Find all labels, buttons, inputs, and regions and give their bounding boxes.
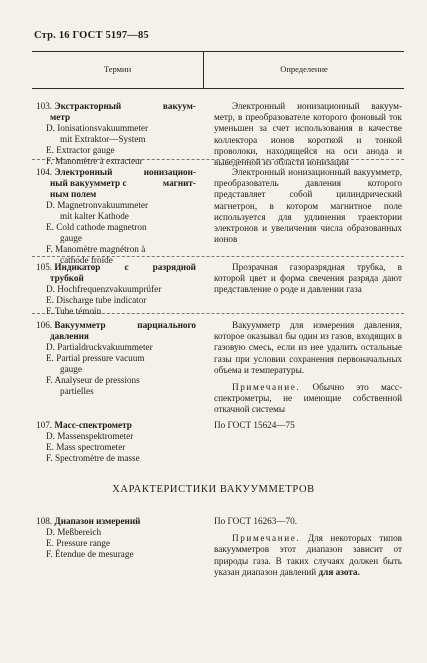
definition-text: Электронный ионизационный вакуумметр, преобразователь давления которого представляет собой цилиндрический магнетрон, в котором магнитное поле используется для удлинения траектории электронов и увеличения числа образованных ионов <box>214 167 402 245</box>
note-label: Примечание. <box>232 382 301 393</box>
definition-text: Электронный ионизационный вакуум-метр, в преобразователе которого фоновый ток уменьшен за счет использования в качестве коллектора ионов короткой и тонкой проволоки, находящейся на оси анода и выведенной из области ионизации <box>214 101 402 168</box>
page-header: Стр. 16 ГОСТ 5197—85 <box>34 30 149 41</box>
lang-fr: F. Analyseur de pressions <box>46 375 140 385</box>
lang-fr-cont: cathode froide <box>60 255 113 265</box>
term-title-part: с <box>124 262 129 272</box>
term-title-part: ионизацион- <box>143 167 196 177</box>
term-entry-107 <box>36 420 196 464</box>
term-entry-103 <box>36 101 196 167</box>
lang-fr: F. Spectromètre de masse <box>46 453 140 463</box>
definition-104 <box>214 167 402 245</box>
lang-en: E. Cold cathode magnetron <box>46 222 147 232</box>
lang-en-cont: gauge <box>60 364 82 374</box>
definition-text: Прозрачная газоразрядная трубка, в которой цвет и форма свечения разряда дают представление о роде и давлении газа <box>214 262 402 295</box>
note-text: Обычно это масс-спектрометры, не имеющие собственной откачной системы <box>214 382 403 415</box>
table-top-rule <box>32 51 404 52</box>
term-title-part: Диапазон измерений <box>54 516 141 526</box>
note-emphasis: для азота. <box>318 566 360 577</box>
lang-de: D. Ionisationsvakuummeter <box>46 123 149 133</box>
column-header-definition: Определение <box>280 64 328 74</box>
term-title <box>36 420 196 431</box>
definition-103 <box>214 101 402 168</box>
lang-en: E. Partial pressure vacuum <box>46 353 145 363</box>
definition-106 <box>214 320 402 416</box>
lang-fr: F. Tube témoin <box>46 306 102 316</box>
term-title-cont: ным полем <box>50 189 97 199</box>
term-title <box>36 262 196 273</box>
term-title <box>36 167 196 178</box>
lang-fr-cont: partielles <box>60 386 94 396</box>
term-title-part: Вакуумметр <box>54 320 106 330</box>
note-label: Примечание. <box>232 533 301 544</box>
section-heading: ХАРАКТЕРИСТИКИ ВАКУУММЕТРОВ <box>112 484 315 495</box>
definition-note <box>214 382 402 416</box>
lang-en: E. Extractor gauge <box>46 145 115 155</box>
note-text: Для некоторых типов вакуумметров этот диапазон зависит от природы газа. В таких случаях должен быть указан диапазон давлений <box>214 533 402 577</box>
term-number: 108. <box>36 516 53 526</box>
term-number: 105. <box>36 262 53 272</box>
lang-en-cont: gauge <box>60 233 82 243</box>
term-title-cont: метр <box>50 112 71 122</box>
term-entry-105 <box>36 262 196 317</box>
term-title-part: вакуум- <box>162 101 196 111</box>
term-entry-106 <box>36 320 196 397</box>
lang-fr: F. Manomètre magnétron à <box>46 244 146 254</box>
lang-de-cont: mit Extraktor—System <box>60 134 146 144</box>
definition-107 <box>214 420 402 431</box>
term-title-cont: ный вакуумметр с магнит- <box>50 178 196 188</box>
term-entry-108 <box>36 516 196 560</box>
definition-text: Вакуумметр для измерения давления, которое оказывал бы один из газов, входящих в газовую смесь, если из нее удалить остальные газы при условии сохранения первоначальных объема и температуры. <box>214 320 402 375</box>
term-title-part: Экстракторный <box>54 101 122 111</box>
lang-en: E. Pressure range <box>46 538 111 548</box>
lang-en: E. Discharge tube indicator <box>46 295 147 305</box>
term-title <box>36 320 196 331</box>
definition-note <box>214 533 402 578</box>
definition-108 <box>214 516 402 578</box>
lang-en: E. Mass spectrometer <box>46 442 126 452</box>
definition-text: По ГОСТ 15624—75 <box>214 420 295 430</box>
term-title-cont: трубкой <box>50 273 84 283</box>
lang-de: D. Partialdruckvakuummeter <box>46 342 153 352</box>
definition-105 <box>214 262 402 296</box>
term-number: 106. <box>36 320 53 330</box>
term-title-part: Электронный <box>54 167 113 177</box>
term-title <box>36 516 196 527</box>
definition-text: По ГОСТ 16263—70. <box>214 516 298 526</box>
term-title-part: Индикатор <box>54 262 101 272</box>
term-entry-104 <box>36 167 196 266</box>
term-number: 107. <box>36 420 53 430</box>
lang-fr: F. Étendue de mesurage <box>46 549 134 559</box>
lang-de: D. Magnetronvakuummeter <box>46 200 149 210</box>
term-number: 104. <box>36 167 53 177</box>
lang-de-cont: mit kalter Kathode <box>60 211 129 221</box>
term-title-part: Масс-спектрометр <box>54 420 132 430</box>
lang-de: D. Hochfrequenzvakuumprüfer <box>46 284 162 294</box>
term-number: 103. <box>36 101 53 111</box>
term-title <box>36 101 196 112</box>
term-title-cont: давления <box>50 331 89 341</box>
lang-de: D. Meßbereich <box>46 527 102 537</box>
column-header-term: Термин <box>103 64 132 74</box>
lang-fr: F. Manomètre à extracteur <box>46 156 143 166</box>
lang-de: D. Massenspektrometer <box>46 431 134 441</box>
table-header-bottom-rule <box>32 88 404 89</box>
term-title-part: разрядной <box>152 262 196 272</box>
term-title-part: парциального <box>137 320 196 330</box>
